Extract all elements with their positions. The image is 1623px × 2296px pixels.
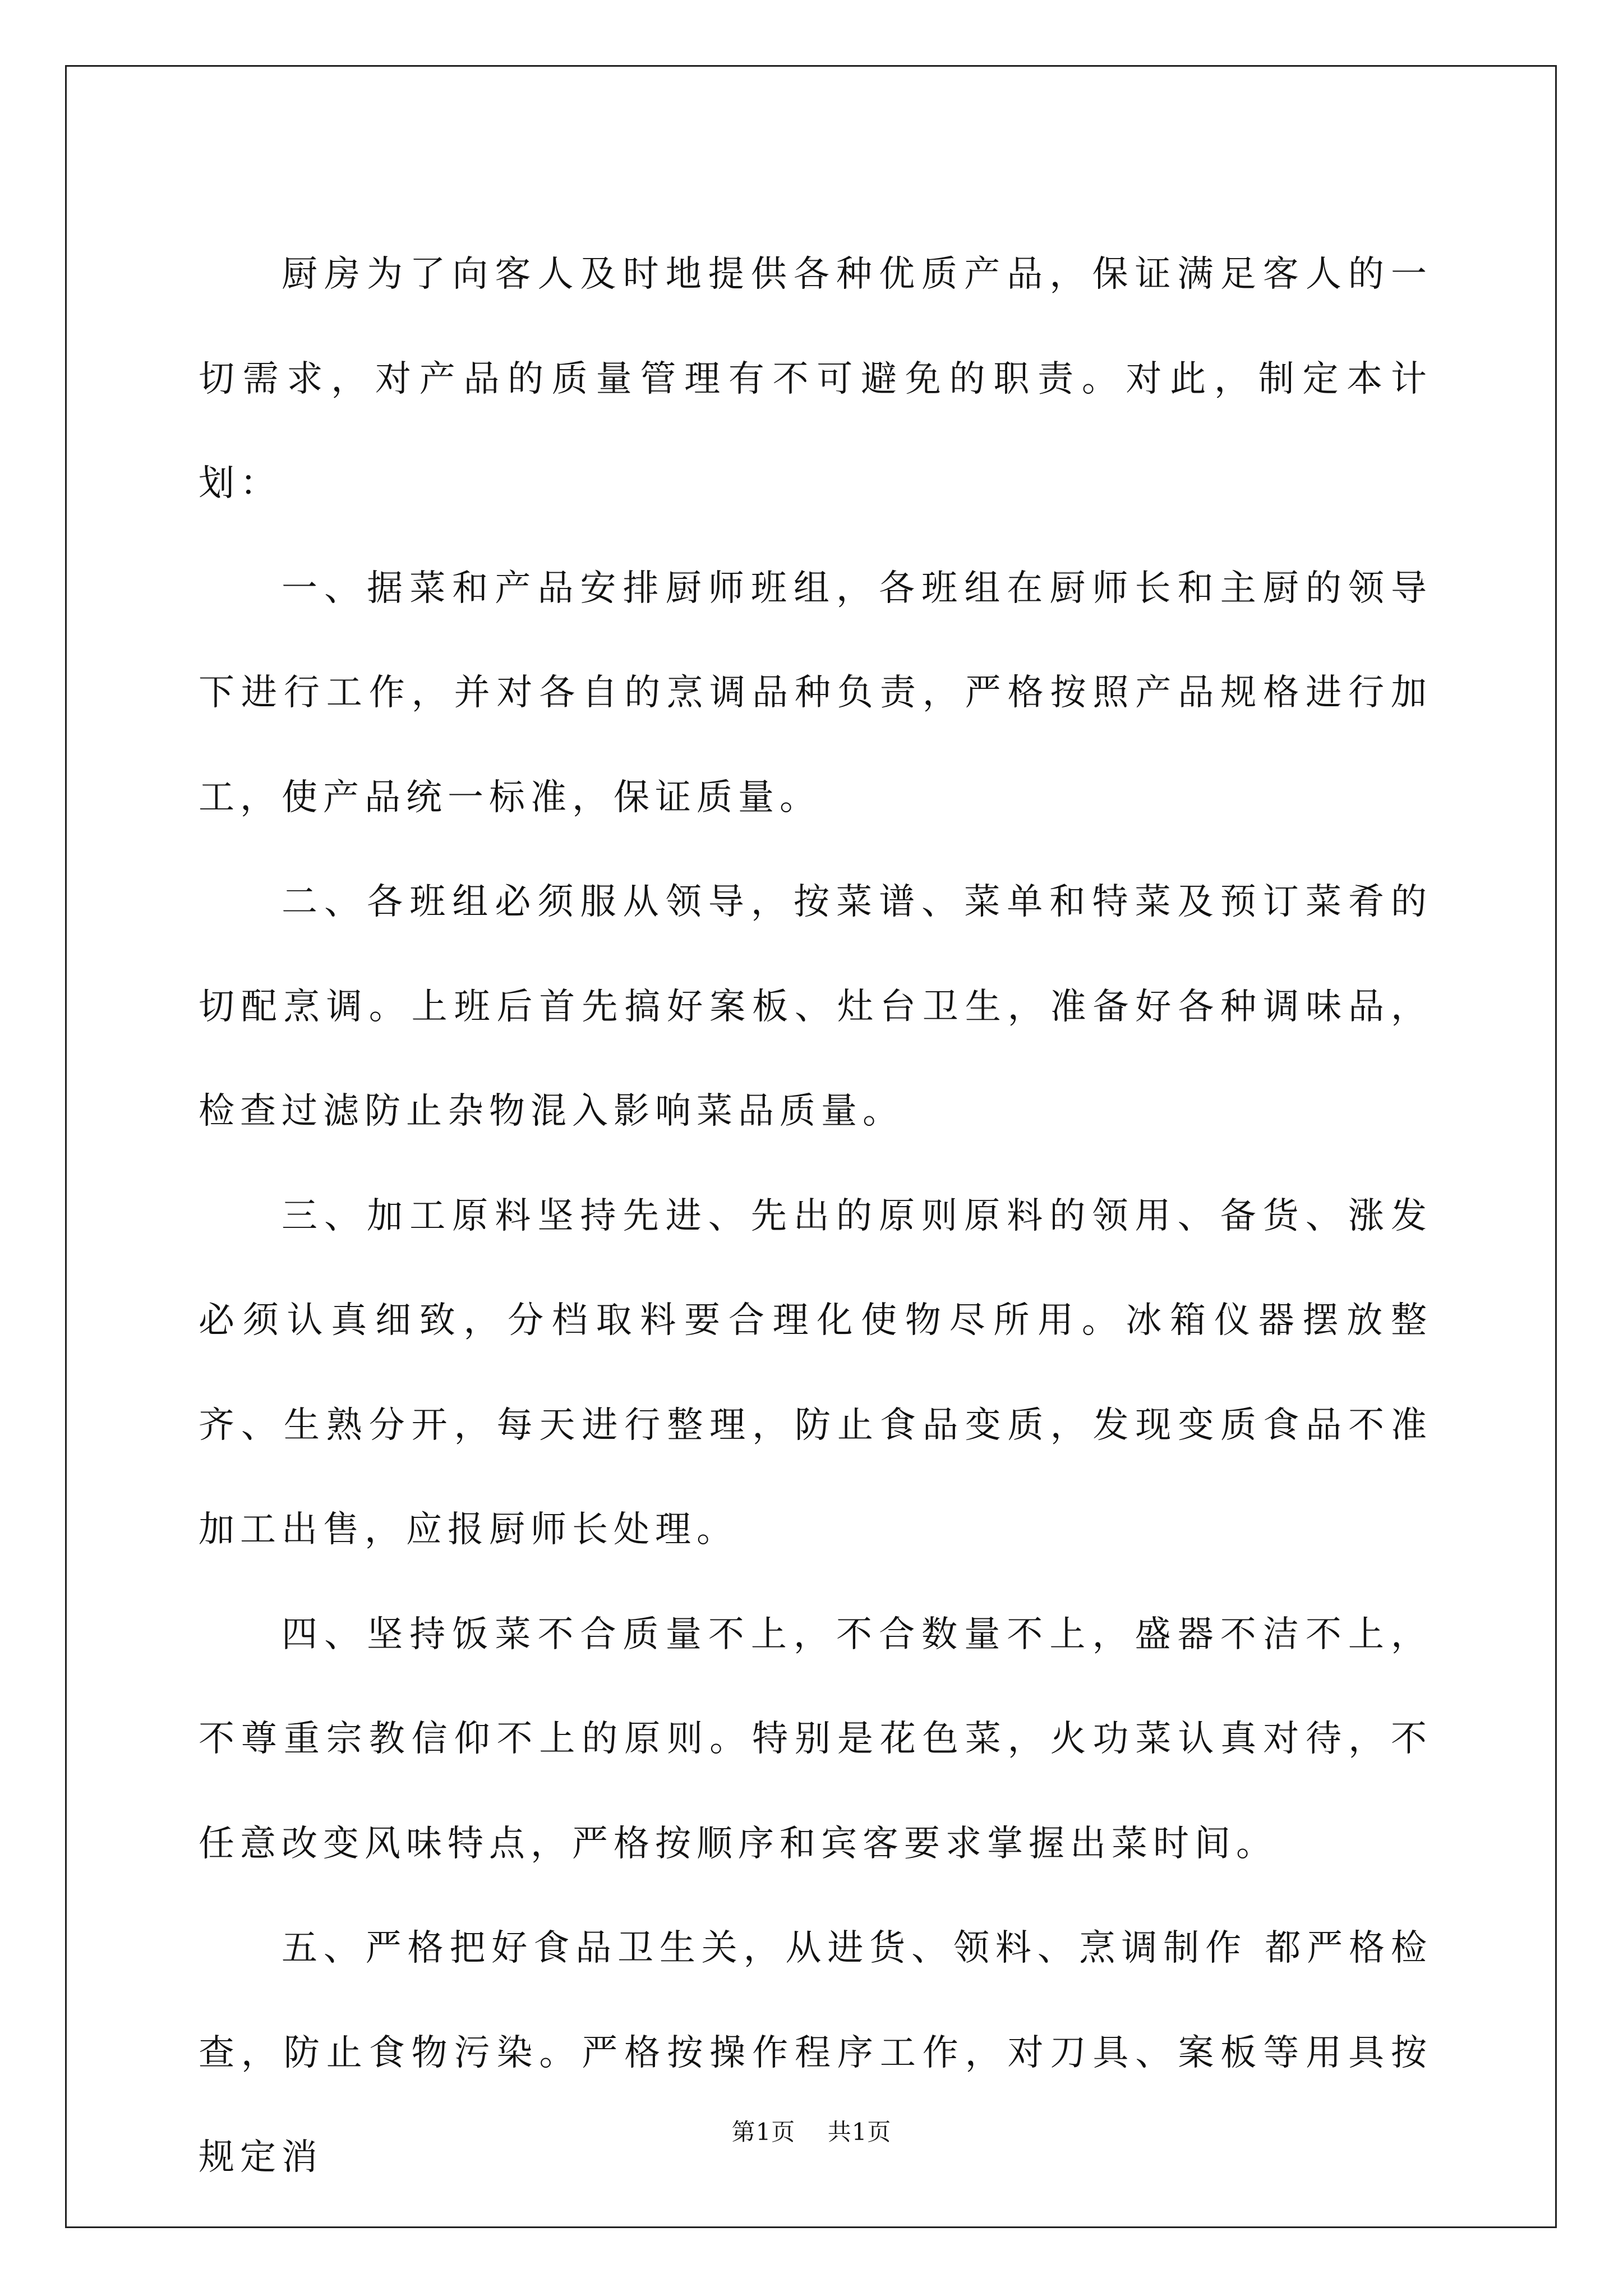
paragraph-intro: 厨房为了向客人及时地提供各种优质产品，保证满足客人的一切需求，对产品的质量管理有不可避免的职责。对此，制定本计划： xyxy=(199,254,1432,504)
page-footer xyxy=(0,2114,1623,2147)
paragraph-item-3: 三、加工原料坚持先进、先出的原则原料的领用、备货、涨发必须认真细致，分档取料要合理化使物尽所用。冰箱仪器摆放整齐、生熟分开，每天进行整理，防止食品变质，发现变质食品不准加工出售，应报厨师长处理。 xyxy=(199,1195,1432,1550)
paragraph-item-2: 二、各班组必须服从领导，按菜谱、菜单和特菜及预订菜肴的切配烹调。上班后首先搞好案板、灶台卫生，准备好各种调味品，检查过滤防止杂物混入影响菜品质量。 xyxy=(199,881,1432,1132)
paragraph-item-1: 一、据菜和产品安排厨师班组，各班组在厨师长和主厨的领导下进行工作，并对各自的烹调品种负责，严格按照产品规格进行加工，使产品统一标准，保证质量。 xyxy=(199,567,1432,818)
page-number: 第1页 xyxy=(731,2118,796,2146)
page-total: 共1页 xyxy=(827,2118,892,2146)
document-body xyxy=(199,222,1432,2210)
paragraph-item-5: 五、严格把好食品卫生关，从进货、领料、烹调制作 都严格检查，防止食物污染。严格按操作程序工作，对刀具、案板等用具按规定消 xyxy=(199,1927,1432,2178)
paragraph-item-4: 四、坚持饭菜不合质量不上，不合数量不上，盛器不洁不上，不尊重宗教信仰不上的原则。特别是花色菜，火功菜认真对待，不任意改变风味特点，严格按顺序和宾客要求掌握出菜时间。 xyxy=(199,1613,1432,1865)
